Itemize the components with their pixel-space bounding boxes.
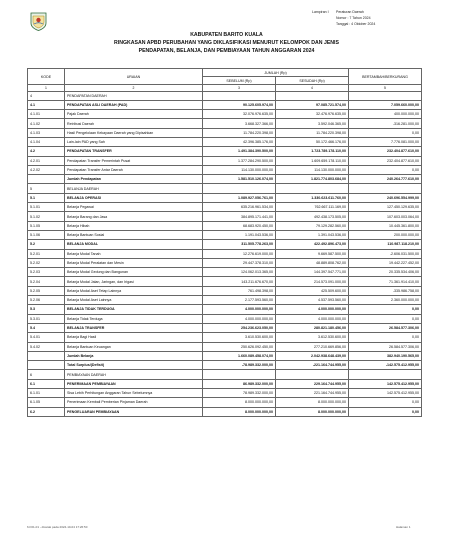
cell-sesudah: 97.085.721.574,00 (276, 100, 349, 109)
title-regency: KABUPATEN BARITO KUALA (190, 32, 263, 38)
cell-kode: 5 (28, 184, 65, 193)
cell-selisih: 7.776.081.000,00 (349, 137, 422, 146)
cell-sesudah (276, 184, 349, 193)
cell-sebelum: 4.000.000.000,00 (203, 305, 276, 314)
table-row (28, 323, 422, 332)
cell-sesudah: 229.164.744.955,00 (276, 379, 349, 388)
cell-sesudah: 422.492.896.473,00 (276, 240, 349, 249)
table-row (28, 333, 422, 342)
cell-uraian: BELANJA TRANSFER (65, 323, 203, 332)
col-header-kode: KODE (28, 69, 65, 85)
table-row (28, 230, 422, 239)
cell-sesudah: 11.784.220.398,00 (276, 128, 349, 137)
col-header-uraian: URAIAN (65, 69, 203, 85)
cell-selisih (349, 370, 422, 379)
col-number: 1 (28, 85, 65, 92)
table-row (28, 342, 422, 351)
col-header-jumlah: JUMLAH (Rp) (203, 69, 349, 77)
cell-kode: 5.2.04 (28, 277, 65, 286)
cell-selisih: 26.584.577.306,00 (349, 342, 422, 351)
cell-sebelum: -78.989.332.000,00 (203, 361, 276, 370)
cell-uraian: Pajak Daerah (65, 110, 203, 119)
cell-selisih: 0,00 (349, 398, 422, 407)
cell-uraian: Total Surplus/(Defisit) (65, 361, 203, 370)
cell-selisih: 127.450.129.635,00 (349, 203, 422, 212)
table-row (28, 407, 422, 416)
cell-sesudah: 114.130.000.000,00 (276, 165, 349, 174)
cell-kode: 5.4.02 (28, 342, 65, 351)
title-sub: PENDAPATAN, BELANJA, DAN PEMBIAYAAN TAHUN ANGGARAN 2024 (138, 48, 315, 55)
cell-sebelum: 635.216.961.534,00 (203, 203, 276, 212)
cell-selisih: 110.987.118.210,00 (349, 240, 422, 249)
cell-sesudah: 1.391.043.536,00 (276, 230, 349, 239)
table-row (28, 389, 422, 398)
cell-sebelum: 1.660.089.458.074,00 (203, 351, 276, 360)
cell-uraian: Belanja Hibah (65, 221, 203, 230)
table-row (28, 128, 422, 137)
cell-selisih (349, 184, 422, 193)
cell-selisih: 232.404.877.610,00 (349, 156, 422, 165)
cell-uraian: PEMBIAYAAN DAERAH (65, 370, 203, 379)
cell-kode: 5.2.02 (28, 258, 65, 267)
table-row (28, 100, 422, 109)
cell-uraian: Retribusi Daerah (65, 119, 203, 128)
title-main: RINGKASAN APBD PERUBAHAN YANG DIKLASIFIKASI MENURUT KELOMPOK DAN JENIS (114, 40, 339, 47)
cell-uraian: BELANJA OPERASI (65, 193, 203, 202)
cell-selisih: 0,00 (349, 314, 422, 323)
table-row (28, 156, 422, 165)
cell-sesudah: 221.164.744.955,00 (276, 389, 349, 398)
cell-sebelum: 2.177.593.560,00 (203, 296, 276, 305)
page-number: Halaman 1 (396, 525, 411, 529)
cell-uraian: Jumlah Belanja (65, 351, 203, 360)
cell-selisih: 142.575.412.955,00 (349, 389, 422, 398)
col-number: 4 (276, 85, 349, 92)
cell-sebelum: 3.668.327.366,00 (203, 119, 276, 128)
cell-kode: 4.1.04 (28, 137, 65, 146)
cell-kode: 6.1.01 (28, 389, 65, 398)
cell-sebelum: 8.000.000.000,00 (203, 398, 276, 407)
cell-sebelum: 12.276.619.000,00 (203, 249, 276, 258)
cell-sesudah: 1.609.659.178.110,00 (276, 156, 349, 165)
cell-selisih: 10.445.361.800,00 (349, 221, 422, 230)
lampiran-key (312, 21, 332, 27)
cell-uraian: Belanja Modal Tanah (65, 249, 203, 258)
lampiran-key: Lampiran I (312, 10, 329, 14)
col-header-bertambah: BERTAMBAH/BERKURANG (349, 69, 422, 85)
cell-kode: 5.3.01 (28, 314, 65, 323)
cell-uraian: Hasil Pengelolaan Kekayaan Daerah yang Dipisahkan (65, 128, 203, 137)
cell-selisih: 400.000.000,00 (349, 110, 422, 119)
cell-uraian: Lain-lain PAD yang Sah (65, 137, 203, 146)
cell-uraian: Penerimaan Kembali Pemberian Pinjaman Daerah (65, 398, 203, 407)
cell-uraian: Belanja Pegawai (65, 203, 203, 212)
lampiran-block (312, 9, 375, 28)
cell-uraian: Belanja Modal Aset Lainnya (65, 296, 203, 305)
cell-sesudah: 9.669.587.500,00 (276, 249, 349, 258)
cell-uraian: Jumlah Pendapatan (65, 175, 203, 184)
cell-sesudah: 50.172.466.176,00 (276, 137, 349, 146)
cell-selisih: -335.986.758,00 (349, 286, 422, 295)
cell-sebelum: 32.076.976.635,00 (203, 110, 276, 119)
table-row (28, 110, 422, 119)
cell-kode: 5.1.05 (28, 221, 65, 230)
cell-uraian: Belanja Bagi Hasil (65, 333, 203, 342)
cell-sebelum: 384.895.171.441,00 (203, 212, 276, 221)
cell-kode: 4.1.03 (28, 128, 65, 137)
col-header-sebelum: SEBELUM (Rp) (203, 77, 276, 85)
cell-kode: 4.2.02 (28, 165, 65, 174)
cell-uraian: BELANJA TIDAK TERDUGA (65, 305, 203, 314)
cell-kode: 5.1.06 (28, 230, 65, 239)
cell-sesudah (276, 370, 349, 379)
table-row (28, 184, 422, 193)
cell-sesudah: 492.438.173.505,00 (276, 212, 349, 221)
table-row (28, 361, 422, 370)
cell-sesudah: 277.210.669.856,00 (276, 342, 349, 351)
cell-selisih: 200.000.000,00 (349, 230, 422, 239)
regency-seal-logo (30, 12, 47, 31)
document-title (60, 31, 393, 56)
cell-kode: 5.2.01 (28, 249, 65, 258)
cell-selisih: 232.404.877.610,00 (349, 147, 422, 156)
cell-kode: 5.1.02 (28, 212, 65, 221)
cell-uraian: PENDAPATAN TRANSFER (65, 147, 203, 156)
cell-sesudah: 4.000.000.000,00 (276, 314, 349, 323)
cell-sebelum: 250.626.092.450,00 (203, 342, 276, 351)
table-row (28, 137, 422, 146)
cell-selisih: 0,00 (349, 407, 422, 416)
cell-sebelum: 90.125.605.974,00 (203, 100, 276, 109)
cell-kode: 4.1.02 (28, 119, 65, 128)
cell-sesudah: 32.476.976.635,00 (276, 110, 349, 119)
table-row (28, 314, 422, 323)
cell-kode: 5.1 (28, 193, 65, 202)
lampiran-value: Tanggal : 4 Oktober 2024 (336, 22, 376, 27)
cell-kode: 4.2 (28, 147, 65, 156)
cell-uraian: Belanja Modal Gedung dan Bangunan (65, 268, 203, 277)
table-row (28, 193, 422, 202)
cell-selisih: 20.335.534.406,00 (349, 268, 422, 277)
cell-sesudah: 4.537.593.560,00 (276, 296, 349, 305)
cell-uraian: PENGELUARAN PEMBIAYAAN (65, 407, 203, 416)
cell-sesudah: -221.164.744.955,00 (276, 361, 349, 370)
cell-sesudah: 48.889.808.762,00 (276, 258, 349, 267)
lampiran-value: Peraturan Daerah (336, 10, 364, 14)
cell-sesudah: 2.042.938.648.439,00 (276, 351, 349, 360)
cell-uraian: PENERIMAAN PEMBIAYAAN (65, 379, 203, 388)
cell-sebelum: 143.211.676.670,00 (203, 277, 276, 286)
cell-sebelum: 1.491.384.390.500,00 (203, 147, 276, 156)
cell-sesudah: 1.723.789.178.110,00 (276, 147, 349, 156)
cell-sebelum: 254.236.623.050,00 (203, 323, 276, 332)
table-row (28, 370, 422, 379)
cell-sebelum: 78.989.332.000,00 (203, 389, 276, 398)
cell-kode: 5.3 (28, 305, 65, 314)
col-header-sesudah: SESUDAH (Rp) (276, 77, 349, 85)
cell-uraian: Belanja Barang dan Jasa (65, 212, 203, 221)
table-row (28, 165, 422, 174)
cell-kode: 5.2.05 (28, 286, 65, 295)
cell-selisih: 142.575.412.955,00 (349, 379, 422, 388)
cell-sesudah: 144.397.547.771,00 (276, 268, 349, 277)
cell-selisih: -142.575.412.955,00 (349, 361, 422, 370)
cell-kode: 6.1 (28, 379, 65, 388)
cell-uraian: BELANJA MODAL (65, 240, 203, 249)
cell-sebelum: 42.396.385.176,00 (203, 137, 276, 146)
cell-uraian: Belanja Tidak Terduga (65, 314, 203, 323)
cell-sebelum: 114.130.000.000,00 (203, 165, 276, 174)
cell-sebelum: 124.062.013.365,00 (203, 268, 276, 277)
table-row (28, 91, 422, 100)
cell-sesudah: 1.330.623.611.760,00 (276, 193, 349, 202)
cell-sesudah: 3.612.530.600,00 (276, 333, 349, 342)
table-row (28, 240, 422, 249)
cell-sebelum (203, 370, 276, 379)
cell-selisih: 26.584.577.306,00 (349, 323, 422, 332)
cell-selisih: 240.264.777.610,00 (349, 175, 422, 184)
cell-kode: 5.2 (28, 240, 65, 249)
table-row (28, 351, 422, 360)
cell-kode: 4 (28, 91, 65, 100)
cell-sebelum: 761.498.398,00 (203, 286, 276, 295)
cell-sebelum: 1.581.510.126.074,00 (203, 175, 276, 184)
cell-selisih: 382.940.190.565,00 (349, 351, 422, 360)
cell-kode: 6.2 (28, 407, 65, 416)
cell-kode: 5.4 (28, 323, 65, 332)
cell-kode: 4.2.01 (28, 156, 65, 165)
cell-sesudah: 762.667.111.169,00 (276, 203, 349, 212)
table-row (28, 258, 422, 267)
col-number: 2 (65, 85, 203, 92)
cell-sebelum: 11.784.220.398,00 (203, 128, 276, 137)
cell-uraian: Belanja Bantuan Keuangan (65, 342, 203, 351)
table-row (28, 221, 422, 230)
cell-sebelum: 1.191.043.536,00 (203, 230, 276, 239)
cell-selisih: 19.442.227.452,00 (349, 258, 422, 267)
cell-selisih: 0,00 (349, 305, 422, 314)
cell-sesudah (276, 91, 349, 100)
cell-sesudah: 79.129.282.560,00 (276, 221, 349, 230)
lampiran-row (312, 21, 375, 27)
cell-uraian: Belanja Modal Peralatan dan Mesin (65, 258, 203, 267)
cell-kode: 6 (28, 370, 65, 379)
cell-sesudah: 214.573.091.000,00 (276, 277, 349, 286)
cell-sebelum: 1.089.927.056.761,00 (203, 193, 276, 202)
cell-sesudah: 1.821.774.803.684,00 (276, 175, 349, 184)
cell-selisih: -316.281.000,00 (349, 119, 422, 128)
cell-kode: 4.1 (28, 100, 65, 109)
cell-selisih: 107.603.003.064,00 (349, 212, 422, 221)
cell-kode: 5.2.06 (28, 296, 65, 305)
cell-uraian: Belanja Modal Jalan, Jaringan, dan Irigasi (65, 277, 203, 286)
cell-sebelum: 4.000.000.000,00 (203, 314, 276, 323)
apbd-summary-table (27, 68, 422, 417)
cell-sebelum: 311.505.778.263,00 (203, 240, 276, 249)
cell-kode: 6.1.05 (28, 398, 65, 407)
cell-sebelum (203, 184, 276, 193)
cell-sesudah: 8.000.000.000,00 (276, 398, 349, 407)
cell-uraian: Sisa Lebih Perhitungan Anggaran Tahun Sebelumnya (65, 389, 203, 398)
cell-kode (28, 175, 65, 184)
print-footer: 6.F01-01 - dicetak pada 2024-10-04 17:26:50 (27, 525, 88, 529)
cell-uraian: PENDAPATAN DAERAH (65, 91, 203, 100)
cell-sebelum: 8.000.000.000,00 (203, 407, 276, 416)
table-row (28, 175, 422, 184)
table-row (28, 147, 422, 156)
cell-kode: 5.4.01 (28, 333, 65, 342)
cell-kode: 5.2.03 (28, 268, 65, 277)
table-row (28, 249, 422, 258)
cell-sebelum: 86.989.332.000,00 (203, 379, 276, 388)
table-row (28, 296, 422, 305)
table-row (28, 268, 422, 277)
table-row (28, 398, 422, 407)
cell-selisih: 0,00 (349, 165, 422, 174)
cell-sebelum: 29.447.378.310,00 (203, 258, 276, 267)
cell-sesudah: 425.509.600,00 (276, 286, 349, 295)
lampiran-value: Nomor : 7 Tahun 2024 (336, 16, 371, 21)
table-row (28, 212, 422, 221)
cell-selisih: -2.606.031.500,00 (349, 249, 422, 258)
cell-uraian: Pendapatan Transfer Antar Daerah (65, 165, 203, 174)
cell-sesudah: 3.592.046.365,00 (276, 119, 349, 128)
cell-selisih: 7.059.660.000,00 (349, 100, 422, 109)
cell-kode: 5.1.01 (28, 203, 65, 212)
table-row (28, 305, 422, 314)
cell-selisih: 0,00 (349, 333, 422, 342)
cell-sebelum: 3.610.530.600,00 (203, 333, 276, 342)
table-row (28, 379, 422, 388)
cell-uraian: Pendapatan Transfer Pemerintah Pusat (65, 156, 203, 165)
cell-sesudah: 4.000.000.000,00 (276, 305, 349, 314)
table-row (28, 119, 422, 128)
cell-selisih: 2.360.000.000,00 (349, 296, 422, 305)
cell-sesudah: 8.000.000.000,00 (276, 407, 349, 416)
cell-kode (28, 361, 65, 370)
cell-uraian: Belanja Bantuan Sosial (65, 230, 203, 239)
cell-selisih: 240.696.554.999,00 (349, 193, 422, 202)
cell-sebelum: 1.377.284.290.500,00 (203, 156, 276, 165)
cell-uraian: PENDAPATAN ASLI DAERAH (PAD) (65, 100, 203, 109)
col-number: 3 (203, 85, 276, 92)
cell-sesudah: 280.821.180.456,00 (276, 323, 349, 332)
cell-selisih: 71.361.914.410,00 (349, 277, 422, 286)
cell-selisih (349, 91, 422, 100)
cell-selisih: 0,00 (349, 128, 422, 137)
cell-kode: 4.1.01 (28, 110, 65, 119)
table-row (28, 203, 422, 212)
table-row (28, 277, 422, 286)
cell-kode (28, 351, 65, 360)
cell-uraian: BELANJA DAERAH (65, 184, 203, 193)
cell-sebelum (203, 91, 276, 100)
cell-uraian: Belanja Modal Aset Tetap Lainnya (65, 286, 203, 295)
table-row (28, 286, 422, 295)
col-number: 5 (349, 85, 422, 92)
cell-sebelum: 68.683.920.450,00 (203, 221, 276, 230)
